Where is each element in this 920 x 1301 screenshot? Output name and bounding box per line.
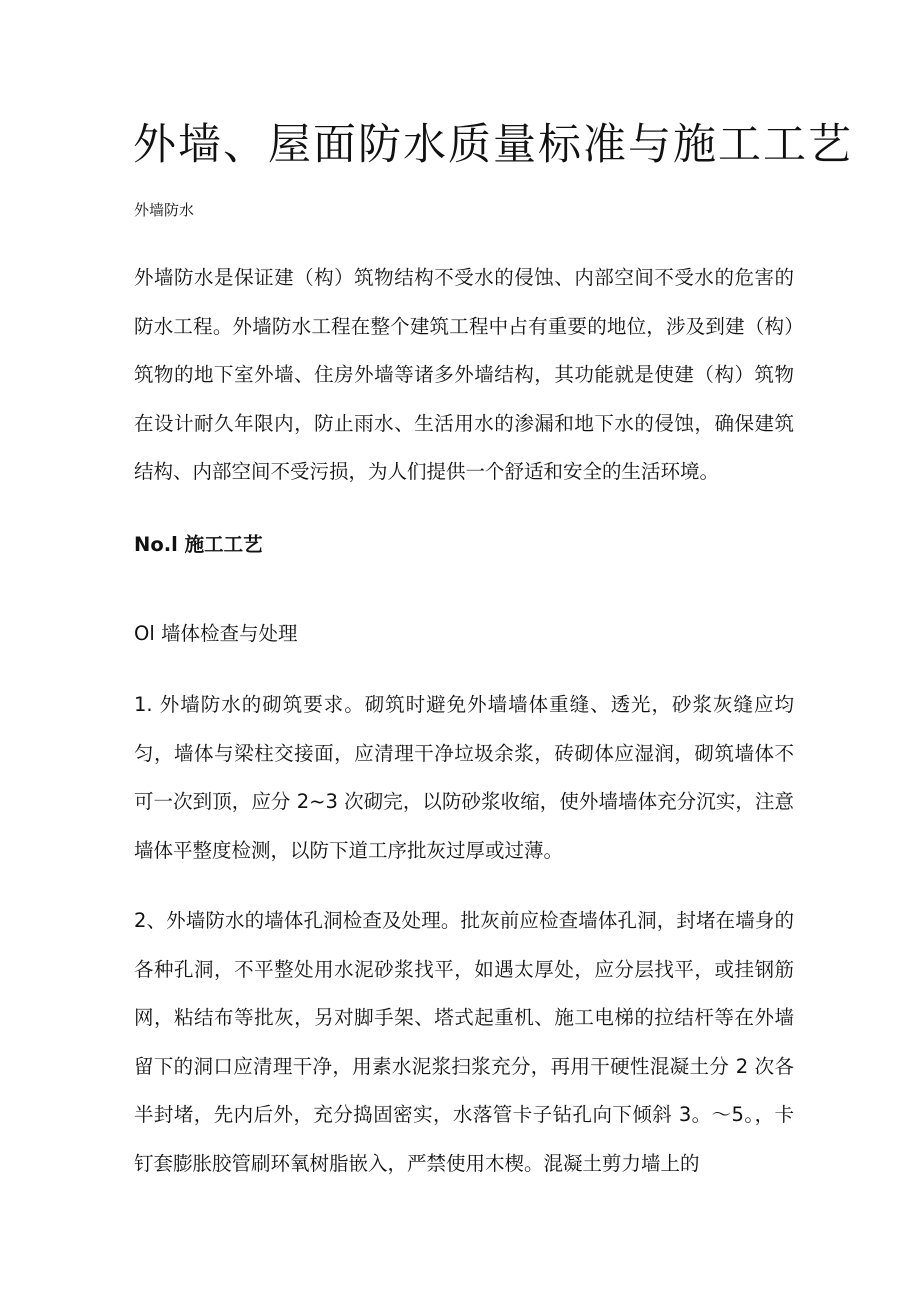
step1-paragraph: 1. 外墙防水的砌筑要求。砌筑时避免外墙墙体重缝、透光，砂浆灰缝应均匀，墙体与梁柱交接面，应清理干净垃圾余浆，砖砌体应湿润，砌筑墙体不可一次到顶，应分 2~3 次砌完，以防砂浆收缩，使外墙墙体充分沉实，注意墙体平整度检测，以防下道工序批灰过厚或过薄。	[134, 693, 794, 862]
intro-paragraph: 外墙防水是保证建（构）筑物结构不受水的侵蚀、内部空间不受水的危害的防水工程。外墙防水工程在整个建筑工程中占有重要的地位，涉及到建（构）筑物的地下室外墙、住房外墙等诸多外墙结构，其功能就是使建（构）筑物在设计耐久年限内，防止雨水、生活用水的渗漏和地下水的侵蚀，确保建筑结构、内部空间不受污损，为人们提供一个舒适和安全的生活环境。	[134, 266, 794, 484]
section-heading: No.l 施工工艺	[134, 533, 263, 556]
document-title: 外墙、屋面防水质量标准与施工工艺	[133, 120, 853, 170]
step2-paragraph: 2、外墙防水的墙体孔洞检查及处理。批灰前应检查墙体孔洞，封堵在墙身的各种孔洞，不平整处用水泥砂浆找平，如遇太厚处，应分层找平，或挂钢筋网，粘结布等批灰，另对脚手架、塔式起重机、施工电梯的拉结杆等在外墙留下的洞口应清理干净，用素水泥浆扫浆充分，再用干硬性混凝土分 2 次各半封堵，先内后外，充分捣固密实，水落管卡子钻孔向下倾斜 3。～5。，卡钉套膨胀胶管刷环氧树脂嵌入，严禁使用木楔。混凝土剪力墙上的	[134, 909, 794, 1175]
sub-heading: Ol 墙体检查与处理	[134, 622, 298, 645]
section-label: 外墙防水	[134, 201, 195, 219]
